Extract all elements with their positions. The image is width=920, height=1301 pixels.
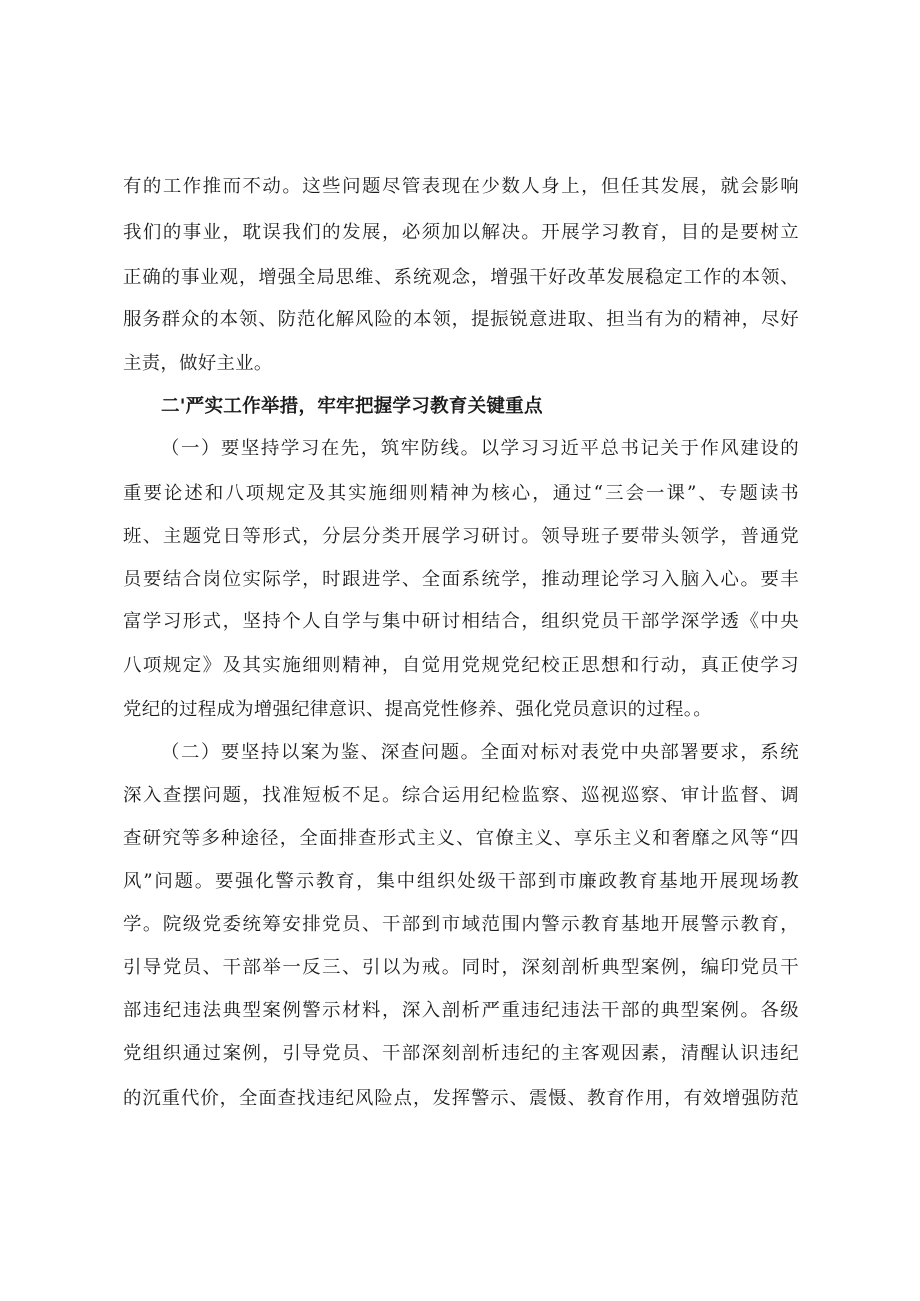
paragraph-line: 富学习形式，坚持个人自学与集中研讨相结合，组织党员干部学深学透《中央 — [123, 611, 799, 632]
paragraph-line: （二）要坚持以案为鉴、深查问题。全面对标对表党中央部署要求，系统 — [161, 742, 799, 763]
section-heading: 二'严实工作举措，牢牢把握学习教育关键重点 — [161, 396, 543, 417]
paragraph-line: 的沉重代价，全面查找违纪风险点，发挥警示、震慑、教育作用，有效增强防范 — [123, 1088, 799, 1109]
paragraph-line: 深入查摆问题，找准短板不足。综合运用纪检监察、巡视巡察、审计监督、调 — [123, 785, 799, 806]
paragraph-line: 正确的事业观，增强全局思维、系统观念，增强干好改革发展稳定工作的本领、 — [123, 267, 799, 288]
paragraph-line: 有的工作推而不动。这些问题尽管表现在少数人身上，但任其发展，就会影响 — [123, 176, 799, 197]
paragraph-line: （一）要坚持学习在先，筑牢防线。以学习习近平总书记关于作风建设的 — [161, 438, 799, 459]
paragraph-line: 服务群众的本领、防范化解风险的本领，提振锐意进取、担当有为的精神，尽好 — [123, 309, 799, 330]
paragraph-line: 学。院级党委统筹安排党员、干部到市域范围内警示教育基地开展警示教育， — [123, 914, 799, 935]
paragraph-line: 党组织通过案例，引导党员、干部深刻剖析违纪的主客观因素，清醒认识违纪 — [123, 1043, 799, 1064]
paragraph-line: 党纪的过程成为增强纪律意识、提高党性修养、强化党员意识的过程。。 — [123, 699, 712, 720]
paragraph-line: 部违纪违法典型案例警示材料，深入剖析严重违纪违法干部的典型案例。各级 — [123, 1000, 799, 1021]
paragraph-line: 八项规定》及其实施细则精神，自觉用党规党纪校正思想和行动，真正使学习 — [123, 655, 799, 676]
paragraph-line: 员要结合岗位实际学，时跟进学、全面系统学，推动理论学习入脑入心。要丰 — [123, 569, 799, 590]
paragraph-line: 重要论述和八项规定及其实施细则精神为核心，通过“三会一课”、专题读书 — [123, 483, 799, 504]
paragraph-line: 班、主题党日等形式，分层分类开展学习研讨。领导班子要带头领学，普通党 — [123, 526, 799, 547]
paragraph-line: 查研究等多种途径，全面排查形式主义、官僚主义、享乐主义和奢靡之风等“四 — [123, 828, 799, 849]
paragraph-line: 我们的事业，耽误我们的发展，必须加以解决。开展学习教育，目的是要树立 — [123, 222, 799, 243]
paragraph-line: 主责，做好主业。 — [123, 353, 273, 374]
paragraph-line: 引导党员、干部举一反三、引以为戒。同时，深刻剖析典型案例，编印党员干 — [123, 957, 799, 978]
paragraph-line: 风”问题。要强化警示教育，集中组织处级干部到市廉政教育基地开展现场教 — [123, 871, 799, 892]
